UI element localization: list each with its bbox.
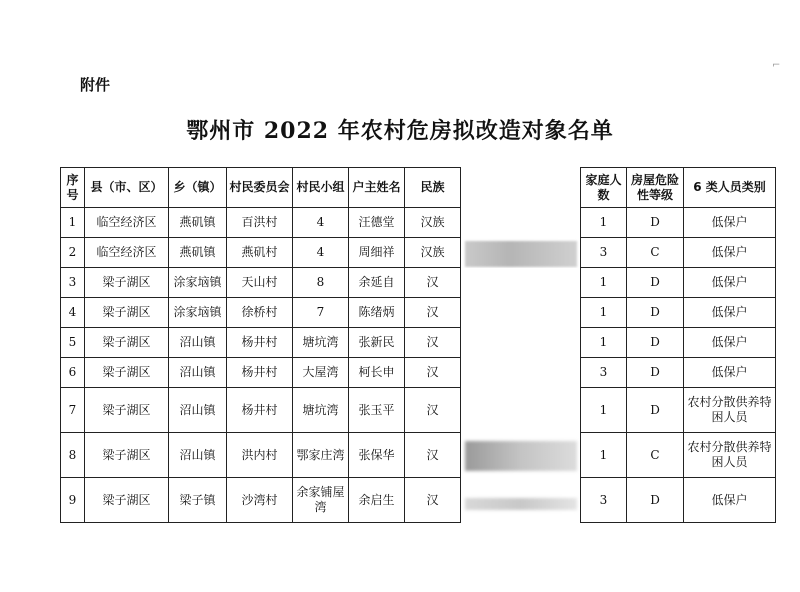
cell-village: 杨井村 xyxy=(227,358,293,388)
cell-category: 低保户 xyxy=(684,328,776,358)
cell-county: 梁子湖区 xyxy=(85,478,169,523)
cell-county: 梁子湖区 xyxy=(85,388,169,433)
renovation-list-table xyxy=(60,167,776,523)
cell-village: 杨井村 xyxy=(227,388,293,433)
cell-danger-level: D xyxy=(627,208,684,238)
cell-name: 张新民 xyxy=(349,328,405,358)
cell-ethnic: 汉 xyxy=(405,358,461,388)
cell-name: 张保华 xyxy=(349,433,405,478)
cell-household-size: 3 xyxy=(581,358,627,388)
cell-town: 沼山镇 xyxy=(169,328,227,358)
redaction-blur xyxy=(465,241,577,267)
cell-category: 低保户 xyxy=(684,358,776,388)
cell-household-size: 3 xyxy=(581,478,627,523)
header-village: 村民委员会 xyxy=(227,168,293,208)
cell-household-size: 1 xyxy=(581,208,627,238)
cell-redacted xyxy=(461,298,581,328)
cell-ethnic: 汉 xyxy=(405,268,461,298)
cell-no: 8 xyxy=(61,433,85,478)
cell-village: 沙湾村 xyxy=(227,478,293,523)
cell-no: 3 xyxy=(61,268,85,298)
cell-town: 燕矶镇 xyxy=(169,238,227,268)
cell-category: 农村分散供养特困人员 xyxy=(684,388,776,433)
table-row xyxy=(61,298,776,328)
header-town: 乡（镇） xyxy=(169,168,227,208)
header-ethnic: 民族 xyxy=(405,168,461,208)
cell-redacted xyxy=(461,433,581,478)
table-row xyxy=(61,433,776,478)
cell-town: 沼山镇 xyxy=(169,388,227,433)
cell-town: 燕矶镇 xyxy=(169,208,227,238)
cell-group: 大屋湾 xyxy=(293,358,349,388)
cell-group: 7 xyxy=(293,298,349,328)
table-row xyxy=(61,208,776,238)
cell-danger-level: D xyxy=(627,358,684,388)
cell-county: 梁子湖区 xyxy=(85,328,169,358)
table-row xyxy=(61,358,776,388)
cell-county: 梁子湖区 xyxy=(85,268,169,298)
cell-village: 燕矶村 xyxy=(227,238,293,268)
cell-category: 低保户 xyxy=(684,478,776,523)
cell-ethnic: 汉 xyxy=(405,298,461,328)
cell-town: 梁子镇 xyxy=(169,478,227,523)
cell-name: 余启生 xyxy=(349,478,405,523)
cell-no: 7 xyxy=(61,388,85,433)
cell-county: 临空经济区 xyxy=(85,238,169,268)
cell-household-size: 1 xyxy=(581,433,627,478)
cell-ethnic: 汉族 xyxy=(405,208,461,238)
cell-household-size: 3 xyxy=(581,238,627,268)
cell-group: 4 xyxy=(293,238,349,268)
cell-town: 涂家垴镇 xyxy=(169,298,227,328)
header-no: 序号 xyxy=(61,168,85,208)
cell-no: 4 xyxy=(61,298,85,328)
header-group: 村民小组 xyxy=(293,168,349,208)
cell-name: 周细祥 xyxy=(349,238,405,268)
corner-mark-icon: ⌐ xyxy=(772,60,781,71)
cell-category: 低保户 xyxy=(684,238,776,268)
cell-ethnic: 汉 xyxy=(405,478,461,523)
cell-county: 临空经济区 xyxy=(85,208,169,238)
redaction-blur xyxy=(465,441,577,471)
cell-group: 余家铺屋湾 xyxy=(293,478,349,523)
cell-ethnic: 汉 xyxy=(405,433,461,478)
cell-village: 天山村 xyxy=(227,268,293,298)
cell-group: 4 xyxy=(293,208,349,238)
header-danger-level: 房屋危险性等级 xyxy=(627,168,684,208)
header-category: 6 类人员类别 xyxy=(684,168,776,208)
cell-redacted xyxy=(461,238,581,268)
header-redacted xyxy=(461,168,581,208)
cell-danger-level: D xyxy=(627,328,684,358)
cell-village: 百洪村 xyxy=(227,208,293,238)
cell-no: 2 xyxy=(61,238,85,268)
cell-redacted xyxy=(461,328,581,358)
header-county: 县（市、区） xyxy=(85,168,169,208)
cell-town: 沼山镇 xyxy=(169,433,227,478)
header-household-size: 家庭人数 xyxy=(581,168,627,208)
cell-danger-level: D xyxy=(627,478,684,523)
table-header-row xyxy=(61,168,776,208)
table-row xyxy=(61,268,776,298)
cell-group: 鄂家庄湾 xyxy=(293,433,349,478)
cell-no: 1 xyxy=(61,208,85,238)
cell-name: 汪德堂 xyxy=(349,208,405,238)
cell-group: 8 xyxy=(293,268,349,298)
cell-county: 梁子湖区 xyxy=(85,298,169,328)
cell-redacted xyxy=(461,358,581,388)
cell-village: 洪内村 xyxy=(227,433,293,478)
cell-redacted xyxy=(461,208,581,238)
table-row xyxy=(61,328,776,358)
table-row xyxy=(61,478,776,523)
cell-town: 沼山镇 xyxy=(169,358,227,388)
cell-no: 9 xyxy=(61,478,85,523)
cell-county: 梁子湖区 xyxy=(85,433,169,478)
attachment-label: 附件 xyxy=(80,76,111,94)
cell-ethnic: 汉族 xyxy=(405,238,461,268)
cell-no: 6 xyxy=(61,358,85,388)
cell-danger-level: C xyxy=(627,433,684,478)
cell-danger-level: C xyxy=(627,238,684,268)
table-row xyxy=(61,238,776,268)
document-title: 鄂州市 2022 年农村危房拟改造对象名单 xyxy=(186,118,614,144)
cell-county: 梁子湖区 xyxy=(85,358,169,388)
cell-danger-level: D xyxy=(627,388,684,433)
cell-village: 徐桥村 xyxy=(227,298,293,328)
cell-name: 陈绪炳 xyxy=(349,298,405,328)
cell-category: 低保户 xyxy=(684,268,776,298)
header-name: 户主姓名 xyxy=(349,168,405,208)
cell-category: 农村分散供养特困人员 xyxy=(684,433,776,478)
cell-category: 低保户 xyxy=(684,298,776,328)
cell-household-size: 1 xyxy=(581,388,627,433)
cell-no: 5 xyxy=(61,328,85,358)
cell-household-size: 1 xyxy=(581,298,627,328)
cell-redacted xyxy=(461,388,581,433)
cell-redacted xyxy=(461,478,581,523)
table-row xyxy=(61,388,776,433)
cell-household-size: 1 xyxy=(581,328,627,358)
cell-name: 张玉平 xyxy=(349,388,405,433)
cell-name: 余延自 xyxy=(349,268,405,298)
cell-group: 塘坑湾 xyxy=(293,328,349,358)
cell-category: 低保户 xyxy=(684,208,776,238)
cell-name: 柯长申 xyxy=(349,358,405,388)
cell-household-size: 1 xyxy=(581,268,627,298)
cell-town: 涂家垴镇 xyxy=(169,268,227,298)
cell-village: 杨井村 xyxy=(227,328,293,358)
cell-danger-level: D xyxy=(627,268,684,298)
cell-redacted xyxy=(461,268,581,298)
cell-danger-level: D xyxy=(627,298,684,328)
cell-ethnic: 汉 xyxy=(405,328,461,358)
cell-ethnic: 汉 xyxy=(405,388,461,433)
cell-group: 塘坑湾 xyxy=(293,388,349,433)
redaction-blur xyxy=(465,498,577,510)
